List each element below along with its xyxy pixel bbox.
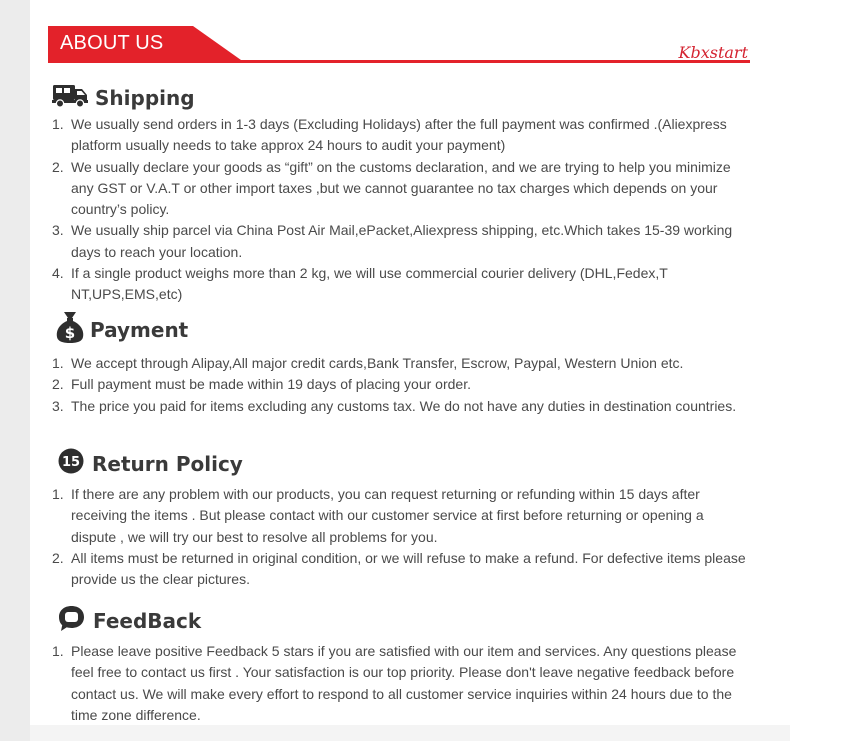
list-item — [52, 157, 752, 221]
item-text: We usually declare your goods as “gift” on the customs declaration, and we are trying to help you minimize any GST or V.A.T or other import taxes ,but we cannot guarantee no tax charges which depends on your country’s policy. — [71, 158, 731, 218]
list-item — [52, 353, 752, 374]
badge-number: 15 — [61, 455, 81, 470]
fifteen-badge-icon — [58, 448, 84, 479]
left-margin-strip — [0, 0, 30, 741]
item-text: We accept through Alipay,All major credit cards,Bank Transfer, Escrow, Paypal, Western Union etc. — [71, 355, 684, 371]
feedback-list — [52, 641, 752, 726]
list-item — [52, 484, 752, 548]
item-number: 2. — [52, 549, 64, 566]
item-text: All items must be returned in original condition, or we will refuse to make a refund. For defective items please provide us the clear pictures. — [71, 549, 746, 588]
item-number: 1. — [52, 116, 64, 132]
item-text: We usually send orders in 1-3 days (Excluding Holidays) after the full payment was confirmed .(Aliexpress platform usually needs to take approx 24 hours to audit your payment) — [71, 116, 727, 154]
return-policy-heading — [58, 448, 243, 479]
item-text: Full payment must be made within 19 days of placing your order. — [71, 376, 471, 393]
payment-list — [52, 353, 752, 417]
list-item — [52, 396, 752, 417]
brand-name: Kbxstart — [678, 43, 748, 62]
shipping-list — [52, 114, 752, 306]
item-number: 3. — [52, 397, 64, 414]
bottom-fade — [30, 725, 790, 741]
list-item — [52, 114, 752, 157]
truck-icon — [52, 82, 89, 113]
header-divider — [48, 60, 750, 63]
about-us-tab-corner — [193, 26, 241, 60]
feedback-heading — [58, 605, 201, 637]
feedback-title: FeedBack — [93, 609, 202, 633]
item-text: We usually ship parcel via China Post Air Mail,ePacket,Aliexpress shipping, etc.Which takes 15-39 working days to reach your location. — [71, 222, 733, 260]
item-text: Please leave positive Feedback 5 stars if you are satisfied with our item and services. Any questions please feel free to contact us first . Your satisfaction is our top priority. Please don't leave negative feedback before contact us. We will make every effort to respond to all customer service inquiries within 24 hours due to the time zone difference. — [71, 643, 737, 723]
item-text: The price you paid for items excluding any customs tax. We do not have any duties in destination countries. — [71, 397, 737, 414]
payment-heading — [56, 310, 188, 349]
shipping-heading — [52, 82, 195, 113]
money-bag-icon — [56, 310, 84, 349]
list-item — [52, 374, 752, 395]
shipping-title: Shipping — [95, 85, 195, 110]
list-item — [52, 641, 752, 726]
return-policy-title: Return Policy — [92, 451, 243, 476]
list-item — [52, 220, 752, 263]
item-number: 1. — [52, 355, 64, 371]
item-text: If a single product weighs more than 2 kg, we will use commercial courier delivery (DHL,Fedex,T NT,UPS,EMS,etc) — [71, 265, 668, 303]
chat-bubble-icon — [58, 605, 85, 637]
item-number: 4. — [52, 265, 64, 282]
payment-title: Payment — [90, 317, 189, 342]
about-us-header — [48, 26, 750, 64]
item-number: 2. — [52, 376, 64, 393]
list-item — [52, 548, 752, 591]
item-number: 1. — [52, 643, 64, 659]
svg-text:$: $ — [64, 324, 76, 342]
item-number: 2. — [52, 158, 64, 175]
about-us-title: ABOUT US — [60, 32, 164, 54]
return-policy-list — [52, 484, 752, 590]
list-item — [52, 263, 752, 306]
item-number: 1. — [52, 486, 64, 502]
item-number: 3. — [52, 222, 64, 239]
item-text: If there are any problem with our products, you can request returning or refunding within 15 days after receiving the items . But please contact with our customer service at first before returning or opening a dispute , we will try our best to resolve all problems for you. — [71, 486, 704, 545]
